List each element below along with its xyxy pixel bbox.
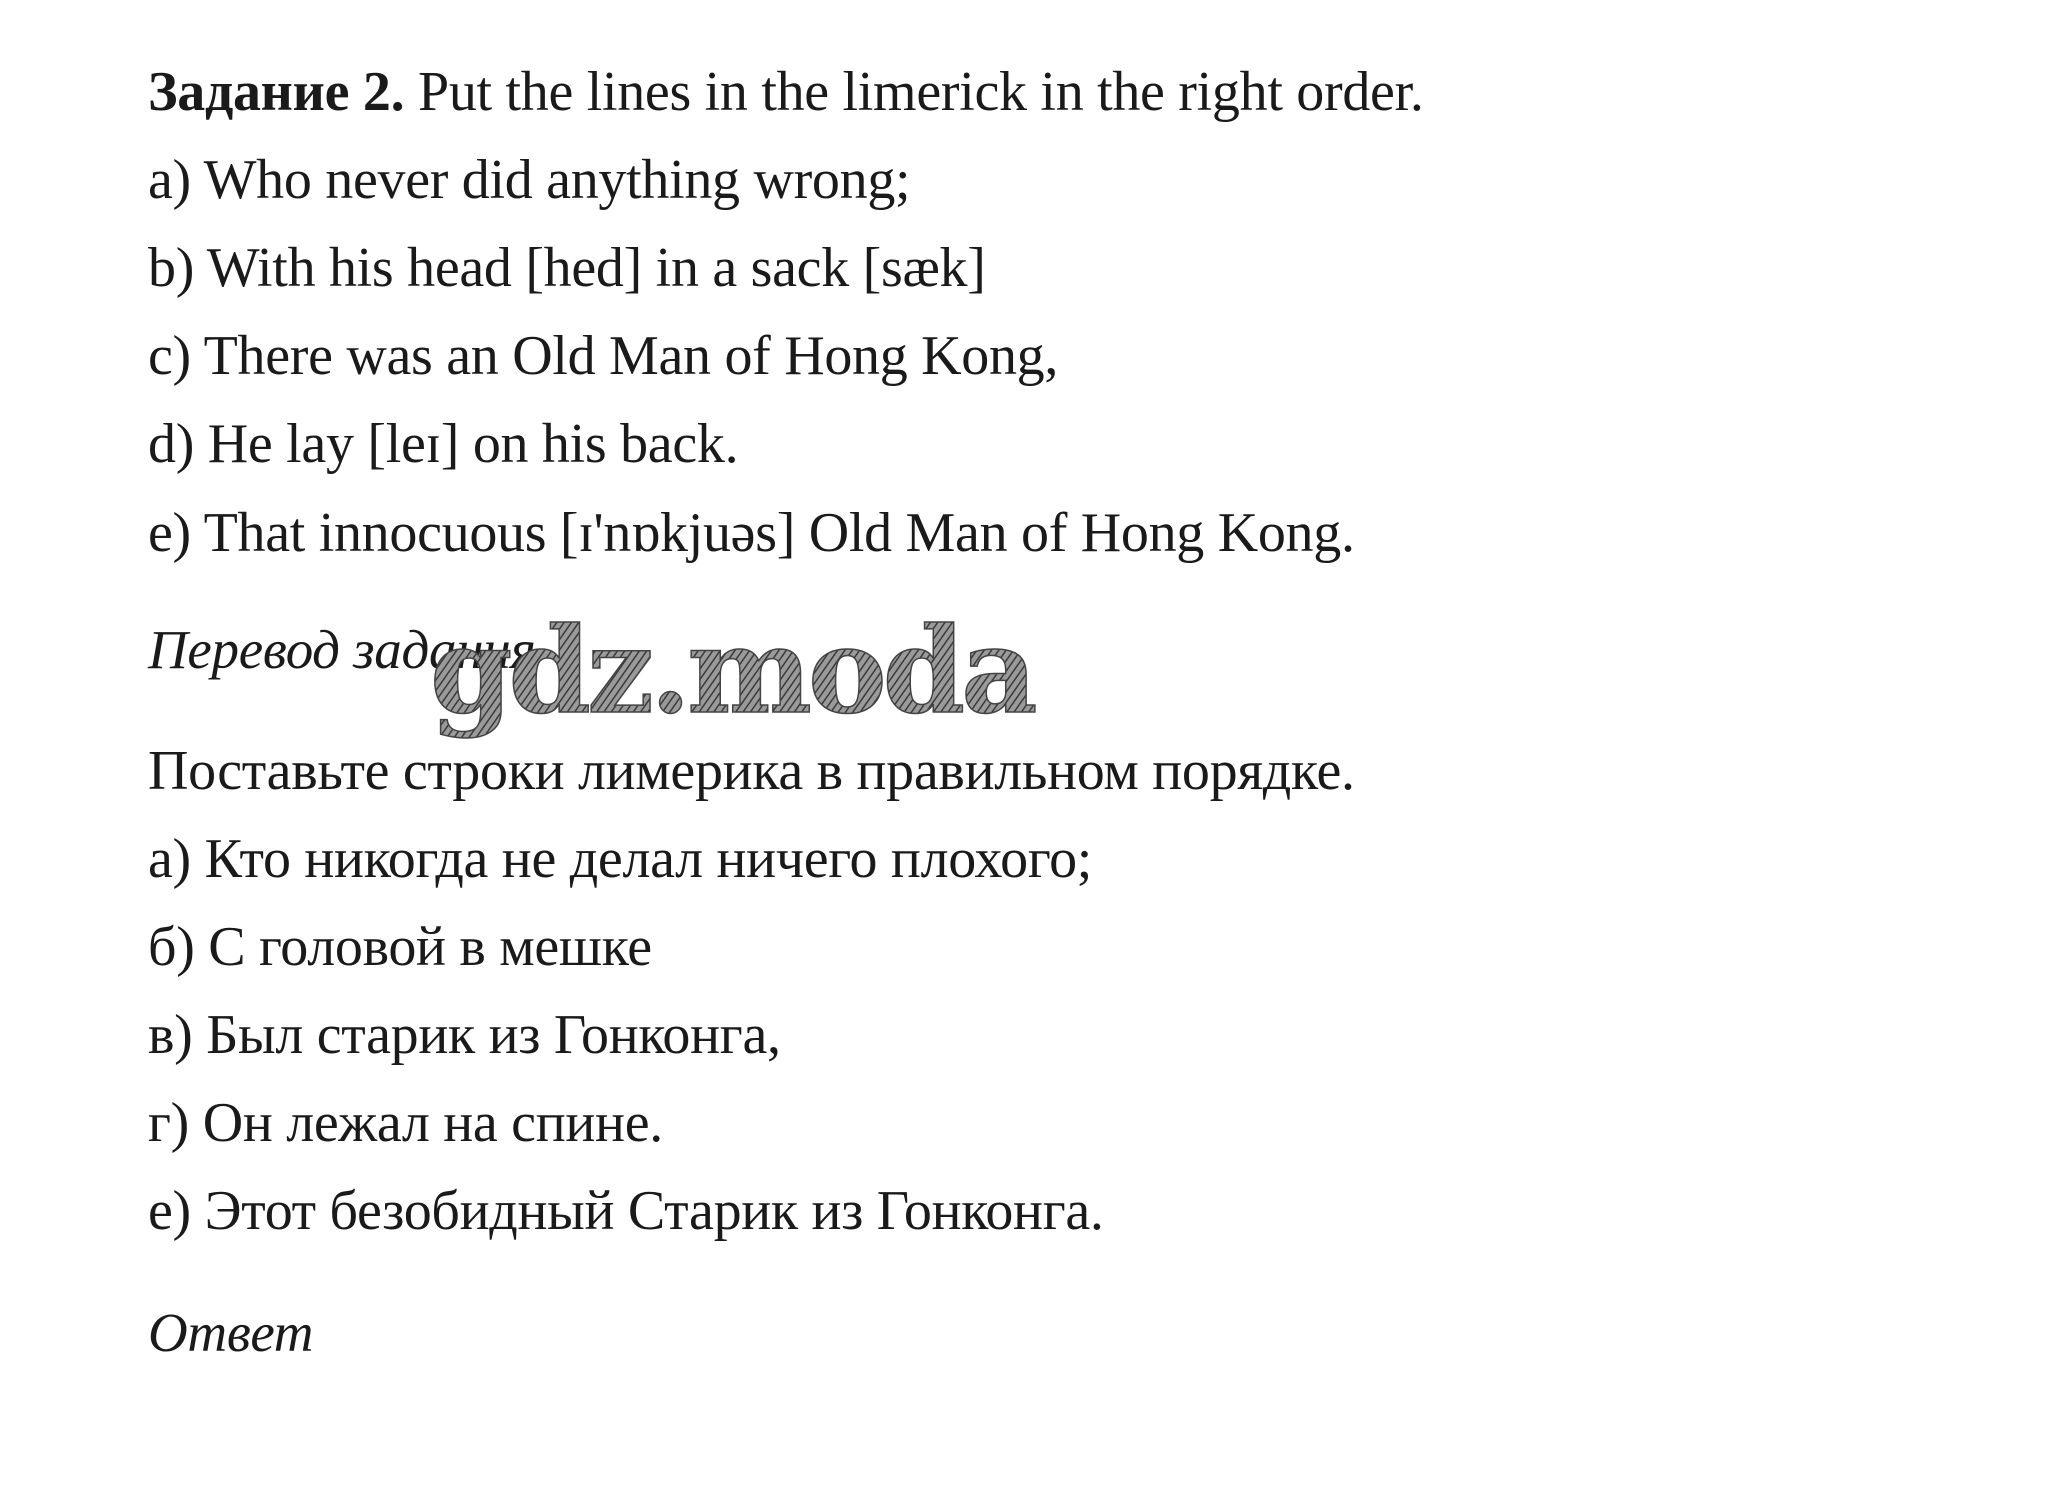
russian-line-v: в) Был старик из Гонконга, [148, 1004, 781, 1066]
english-line-c: c) There was an Old Man of Hong Kong, [148, 325, 1059, 387]
watermark-logo-image [424, 612, 1164, 742]
english-line-b: b) With his head [hed] in a sack [sæk] [148, 237, 986, 299]
russian-line-g: г) Он лежал на спине. [148, 1092, 663, 1154]
translation-heading: Перевод задания [148, 619, 536, 680]
document-page [148, 0, 2008, 1496]
russian-line-a: а) Кто никогда не делал ничего плохого; [148, 828, 1093, 890]
english-line-d: d) He lay [leɪ] on his back. [148, 413, 739, 475]
english-line-a: a) Who never did anything wrong; [148, 149, 911, 211]
task-instruction: Put the lines in the limerick in the right order. [417, 61, 1424, 123]
russian-line-b: б) С головой в мешке [148, 916, 652, 978]
task-label: Задание 2. [148, 61, 405, 123]
watermark-logo [424, 612, 1164, 742]
translation-instruction: Поставьте строки лимерика в правильном порядке. [148, 740, 1355, 802]
answer-heading: Ответ [148, 1302, 314, 1363]
russian-line-e: е) Этот безобидный Старик из Гонконга. [148, 1180, 1104, 1242]
task-title [148, 61, 1424, 123]
english-line-e: e) That innocuous [ɪ'nɒkjuəs] Old Man of Hong Kong. [148, 502, 1355, 564]
svg-text:gdz.moda: gdz.moda [430, 612, 1034, 740]
